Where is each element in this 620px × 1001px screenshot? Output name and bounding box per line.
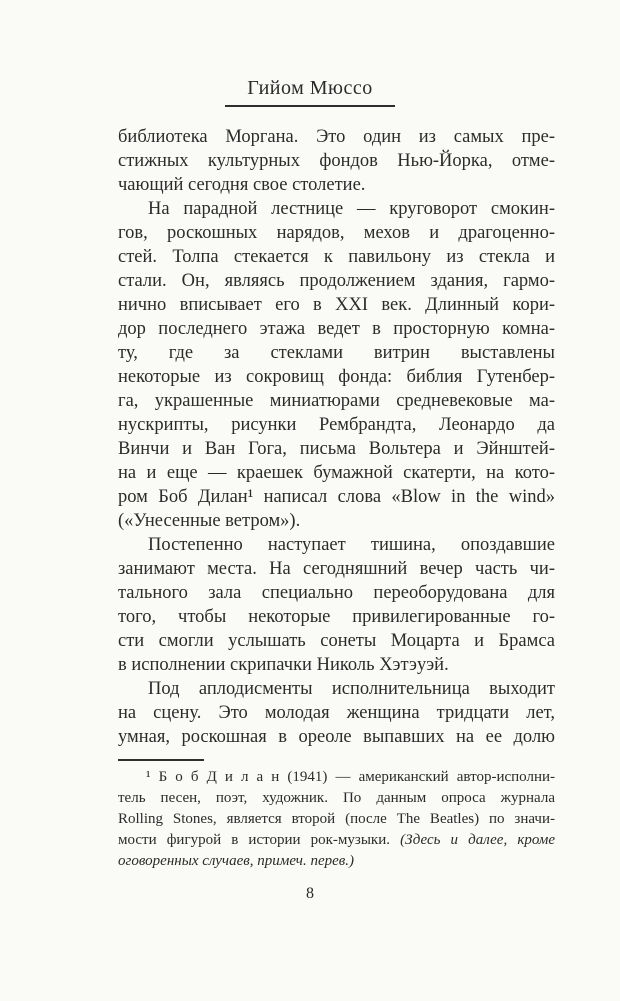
text-line: Постепенно наступает тишина, опоздавшие	[148, 535, 555, 555]
text-line: чающий сегодня свое столетие.	[118, 175, 366, 195]
text-line: библиотека Моргана. Это один из самых пре-	[118, 127, 555, 147]
footnote-line: ¹ Б о б Д и л а н (1941) — американский автор-исполни-	[146, 769, 555, 785]
text-line: («Унесенные ветром»).	[118, 511, 301, 531]
text-line: тального зала специально переоборудована для	[118, 583, 555, 603]
footnote-line: Rolling Stones, является второй (после The Beatles) по значи-	[118, 811, 555, 827]
text-line: ту, где за стеклами витрин выставлены	[118, 343, 555, 363]
text-line: занимают места. На сегодняшний вечер часть чи-	[118, 559, 555, 579]
text-line: того, чтобы некоторые привилегированные го-	[118, 607, 555, 627]
text-line: Винчи и Ван Гога, письма Вольтера и Эйнштей-	[118, 439, 555, 459]
text-line: стей. Толпа стекается к павильону из стекла и	[118, 247, 555, 267]
paragraph-4	[118, 677, 555, 749]
paragraph-3	[118, 533, 555, 677]
text-line: га, украшенные миниатюрами средневековые ма-	[118, 391, 555, 411]
footnote-separator	[118, 759, 204, 761]
footnote-line: тель песен, поэт, художник. По данным опроса журнала	[118, 790, 555, 806]
text-line: в исполнении скрипачки Николь Хэтэуэй.	[118, 655, 449, 675]
text-line: умная, роскошная в ореоле выпавших на ее долю	[118, 727, 555, 747]
text-line: На парадной лестнице — круговорот смокин-	[148, 199, 555, 219]
footnote-translator-note: оговоренных случаев, примеч. перев.)	[118, 853, 355, 869]
header-rule	[225, 105, 395, 107]
body-text	[118, 125, 555, 749]
paragraph-1	[118, 125, 555, 197]
text-line: некоторые из сокровищ фонда: библия Гутенбер-	[118, 367, 555, 387]
text-line: нично вписывает его в XXI век. Длинный кори-	[118, 295, 555, 315]
paragraph-2	[118, 197, 555, 533]
footnote-translator-note: (Здесь и далее, кроме	[400, 832, 555, 848]
text-line: дор последнего этажа ведет в просторную комна-	[118, 319, 555, 339]
page-number: 8	[306, 885, 314, 902]
text-line: на сцену. Это молодая женщина тридцати лет,	[118, 703, 555, 723]
footnote-line	[118, 830, 555, 851]
footnote	[118, 767, 555, 872]
text-line: сти смогли услышать сонеты Моцарта и Брамса	[118, 631, 555, 651]
text-line: нускрипты, рисунки Рембрандта, Леонардо да	[118, 415, 555, 435]
text-line: ром Боб Дилан¹ написал слова «Blow in the wind»	[118, 487, 555, 507]
text-line: на и еще — краешек бумажной скатерти, на кото-	[118, 463, 555, 483]
text-line: стижных культурных фондов Нью-Йорка, отме-	[118, 151, 555, 171]
footnote-text: мости фигурой в истории рок-музыки.	[118, 832, 401, 848]
text-line: гов, роскошных нарядов, мехов и драгоценно-	[118, 223, 555, 243]
text-line: стали. Он, являясь продолжением здания, гармо-	[118, 271, 555, 291]
text-line: Под аплодисменты исполнительница выходит	[148, 679, 555, 699]
running-header-author: Гийом Мюссо	[247, 77, 373, 99]
